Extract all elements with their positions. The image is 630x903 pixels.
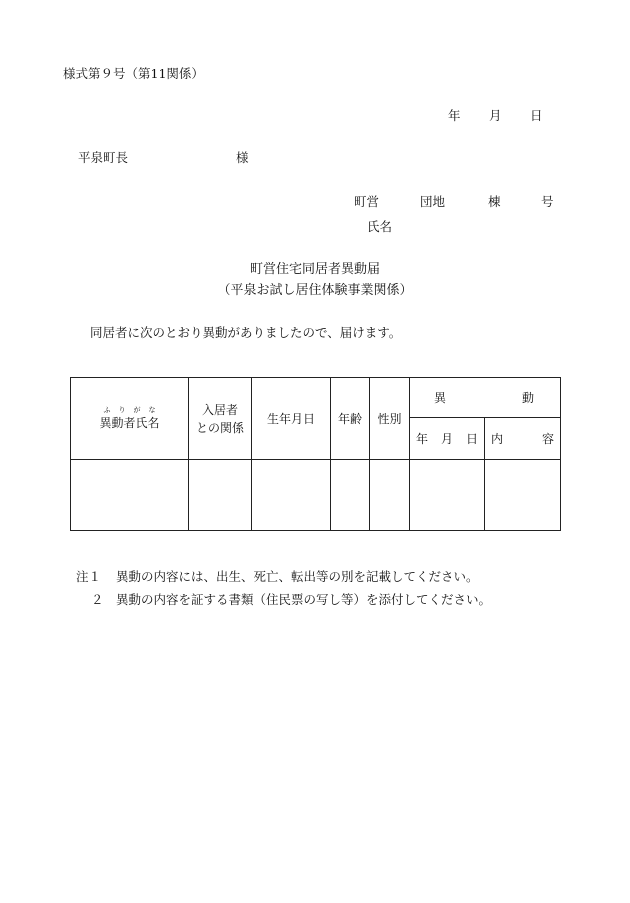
- ido-year-label: 年: [416, 431, 429, 446]
- relation-cell[interactable]: [189, 460, 252, 531]
- date-day-label: 日: [530, 108, 543, 123]
- note-2: 異動の内容を証する書類（住民票の写し等）を添付してください。: [116, 592, 492, 607]
- relation-label-1: 入居者: [201, 402, 238, 417]
- document-title: 町営住宅同居者異動届: [249, 262, 380, 277]
- ido-month-label: 月: [440, 431, 453, 446]
- birthdate-cell[interactable]: [252, 460, 331, 531]
- content-label-1: 内: [491, 431, 504, 446]
- note-1: 異動の内容には、出生、死亡、転出等の別を記載してください。: [116, 569, 479, 584]
- name-cell[interactable]: [71, 460, 189, 531]
- relation-header: [189, 378, 252, 460]
- form-number: 様式第９号（第11関係）: [63, 66, 204, 81]
- applicant-name-label: 氏名: [367, 219, 393, 234]
- addressee-honorific: 様: [236, 150, 249, 165]
- name-column-label: 異動者氏名: [99, 415, 160, 430]
- ido-content-cell[interactable]: [485, 460, 561, 531]
- ido-label-1: 異: [434, 390, 447, 405]
- residence-mune: 棟: [488, 194, 501, 209]
- ido-content-header: [485, 418, 561, 460]
- furigana-label: ふりがな: [103, 405, 164, 414]
- intro-text: 同居者に次のとおり異動がありましたので、届けます。: [90, 325, 402, 340]
- ido-day-label: 日: [465, 431, 478, 446]
- residence-danchi: 団地: [420, 194, 446, 209]
- age-header: 年齢: [331, 378, 370, 460]
- note-label: 注１: [76, 569, 102, 584]
- residence-go: 号: [541, 194, 554, 209]
- gender-cell[interactable]: [370, 460, 410, 531]
- ido-header: [410, 378, 561, 418]
- date-month-label: 月: [489, 108, 502, 123]
- residence-prefix: 町営: [354, 194, 380, 209]
- ido-table: [70, 377, 561, 531]
- ido-date-header: [410, 418, 485, 460]
- note-2-number: ２: [91, 592, 104, 607]
- document-subtitle: （平泉お試し居住体験事業関係）: [217, 283, 413, 298]
- ido-label-2: 動: [521, 390, 534, 405]
- relation-label-2: との関係: [195, 420, 244, 435]
- age-cell[interactable]: [331, 460, 370, 531]
- date-year-label: 年: [448, 108, 461, 123]
- birthdate-header: 生年月日: [252, 378, 331, 460]
- addressee-name: 平泉町長: [78, 150, 129, 165]
- content-label-2: 容: [541, 431, 554, 446]
- ido-date-cell[interactable]: [410, 460, 485, 531]
- gender-header: 性別: [370, 378, 410, 460]
- name-header: [71, 378, 189, 460]
